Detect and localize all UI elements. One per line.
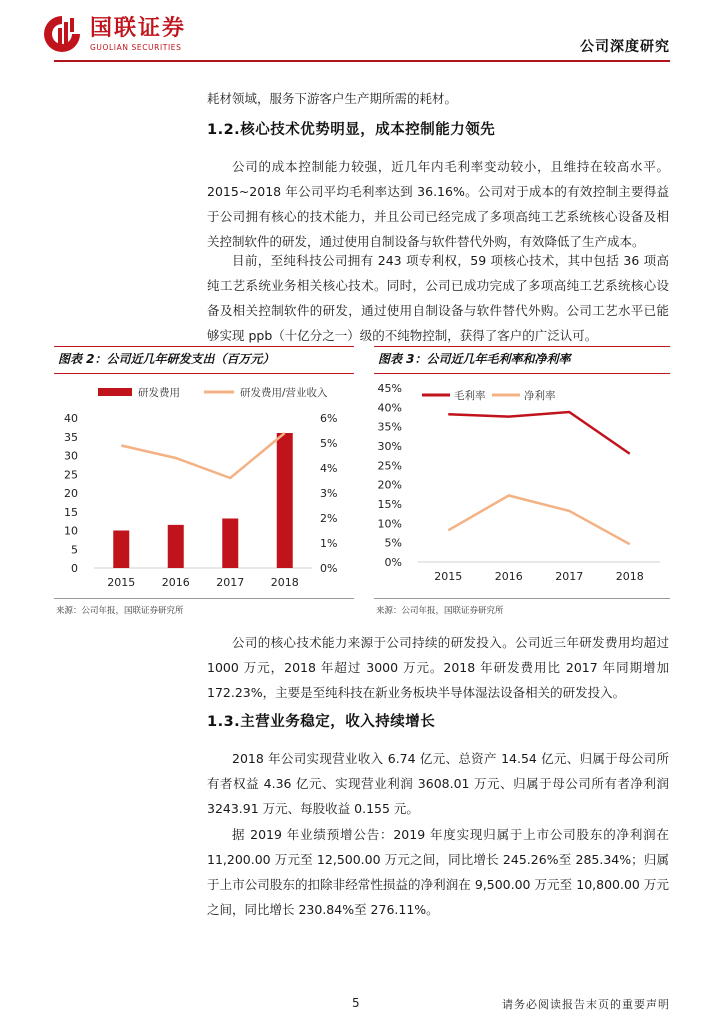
bar-rd-expense-2017	[222, 519, 238, 569]
section-title-1-3: 1.3.主营业务稳定，收入持续增长	[207, 714, 436, 730]
paragraph-5: 据 2019 年业绩预增公告：2019 年度实现归属于上市公司股东的净利润在 11,200.00 万元至 12,500.00 万元之间，同比增长 245.26%至 285.34%；归属于上市公司股东的扣除非经常性损益的净利润在 9,500.00 万元至 10,800.00 万元之间，同比增长 230.84%至 276.11%。	[207, 827, 669, 917]
y-tick-label: 10%	[377, 517, 402, 531]
figure-3-bottom-rule	[374, 598, 670, 599]
figure-3-source: 来源：公司年报，国联证券研究所	[376, 606, 504, 616]
x-tick-label: 2015	[434, 570, 463, 583]
bar-rd-expense-2015	[113, 531, 129, 569]
rd-expense-chart	[54, 378, 354, 596]
figure-3-title: 图表 3：公司近几年毛利率和净利率	[378, 352, 571, 366]
logo-icon	[42, 14, 82, 54]
y-tick-label: 45%	[377, 382, 402, 395]
header-divider	[54, 60, 670, 62]
legend-label-rd-expense: 研发费用	[138, 387, 180, 399]
y-left-tick-label: 25	[64, 468, 78, 482]
x-tick-label: 2017	[555, 570, 584, 583]
y-tick-label: 15%	[377, 498, 402, 511]
y-tick-label: 30%	[377, 440, 402, 453]
paragraph-1: 公司的成本控制能力较强，近几年内毛利率变动较小，且维持在较高水平。2015~2018 年公司平均毛利率达到 36.16%。公司对于成本的有效控制主要得益于公司拥有核心的技术能力，并且公司已经完成了多项高纯工艺系统核心设备及相关控制软件的研发，通过使用自制设备与软件替代外购，有效降低了生产成本。	[207, 159, 669, 249]
legend-label-rd-ratio: 研发费用/营业收入	[240, 387, 328, 399]
y-left-tick-label: 0	[71, 562, 78, 575]
x-tick-label: 2015	[107, 576, 136, 589]
x-tick-label: 2018	[270, 576, 299, 589]
y-right-tick-label: 2%	[320, 512, 338, 525]
report-type-label: 公司深度研究	[580, 39, 670, 55]
line-rd-ratio	[121, 433, 285, 478]
y-right-tick-label: 4%	[320, 462, 338, 475]
bar-rd-expense-2016	[168, 525, 184, 568]
x-tick-label: 2018	[615, 570, 644, 583]
y-tick-label: 25%	[377, 459, 402, 473]
disclaimer-note: 请务必阅读报告末页的重要声明	[502, 998, 670, 1011]
margin-chart	[374, 378, 670, 596]
logo-name-cn: 国联证券	[90, 15, 187, 41]
x-tick-label: 2016	[161, 576, 190, 589]
figure-2-title: 图表 2：公司近几年研发支出（百万元）	[58, 352, 275, 366]
legend-swatch-rd-expense	[98, 388, 132, 396]
x-tick-label: 2017	[216, 576, 245, 589]
paragraph-0: 耗材领域，服务下游客户生产期所需的耗材。	[207, 91, 458, 106]
page-header	[0, 0, 724, 64]
paragraph-4: 2018 年公司实现营业收入 6.74 亿元、总资产 14.54 亿元、归属于母公司所有者权益 4.36 亿元、实现营业利润 3608.01 万元、归属于母公司所有者净利润 3243.91 万元、每股收益 0.155 元。	[207, 751, 669, 816]
y-tick-label: 40%	[377, 401, 402, 415]
x-tick-label: 2016	[494, 570, 523, 583]
company-logo	[42, 14, 186, 54]
page-number: 5	[352, 996, 360, 1010]
y-left-tick-label: 15	[64, 505, 78, 519]
y-left-tick-label: 20	[64, 487, 78, 500]
y-tick-label: 0%	[384, 556, 402, 569]
y-left-tick-label: 10	[64, 524, 78, 538]
bar-rd-expense-2018	[277, 433, 293, 568]
y-right-tick-label: 1%	[320, 537, 338, 550]
y-tick-label: 5%	[384, 536, 402, 550]
figure-2-source: 来源：公司年报，国联证券研究所	[56, 606, 184, 616]
logo-name-en: GUOLIAN SECURITIES	[90, 42, 182, 52]
line-net-margin	[448, 495, 630, 544]
y-right-tick-label: 0%	[320, 562, 338, 575]
paragraph-2: 目前，至纯科技公司拥有 243 项专利权，59 项核心技术，其中包括 36 项高纯工艺系统业务相关核心技术。同时，公司已成功完成了多项高纯工艺系统核心设备及相关控制软件的研发，通过使用自制设备与软件替代外购。公司工艺水平已能够实现 ppb（十亿分之一）级的不纯物控制，获得了客户的广泛认可。	[207, 253, 669, 343]
figure-2-bottom-rule	[54, 598, 354, 599]
y-right-tick-label: 3%	[320, 487, 338, 500]
line-gross-margin	[448, 412, 630, 454]
legend-label-gross-margin: 毛利率	[454, 390, 486, 402]
paragraph-3: 公司的核心技术能力来源于公司持续的研发投入。公司近三年研发费用均超过 1000 万元，2018 年超过 3000 万元。2018 年研发费用比 2017 年同期增加 172.23%，主要是至纯科技在新业务板块半导体湿法设备相关的研发投入。	[207, 635, 669, 700]
y-right-tick-label: 6%	[320, 412, 338, 425]
y-tick-label: 20%	[377, 478, 402, 492]
section-title-1-2: 1.2.核心技术优势明显，成本控制能力领先	[207, 122, 496, 138]
y-left-tick-label: 40	[64, 412, 78, 425]
legend-label-net-margin: 净利率	[524, 390, 556, 402]
y-left-tick-label: 5	[71, 543, 78, 557]
y-tick-label: 35%	[377, 420, 402, 434]
y-right-tick-label: 5%	[320, 437, 338, 450]
y-left-tick-label: 30	[64, 449, 78, 463]
y-left-tick-label: 35	[64, 430, 78, 444]
